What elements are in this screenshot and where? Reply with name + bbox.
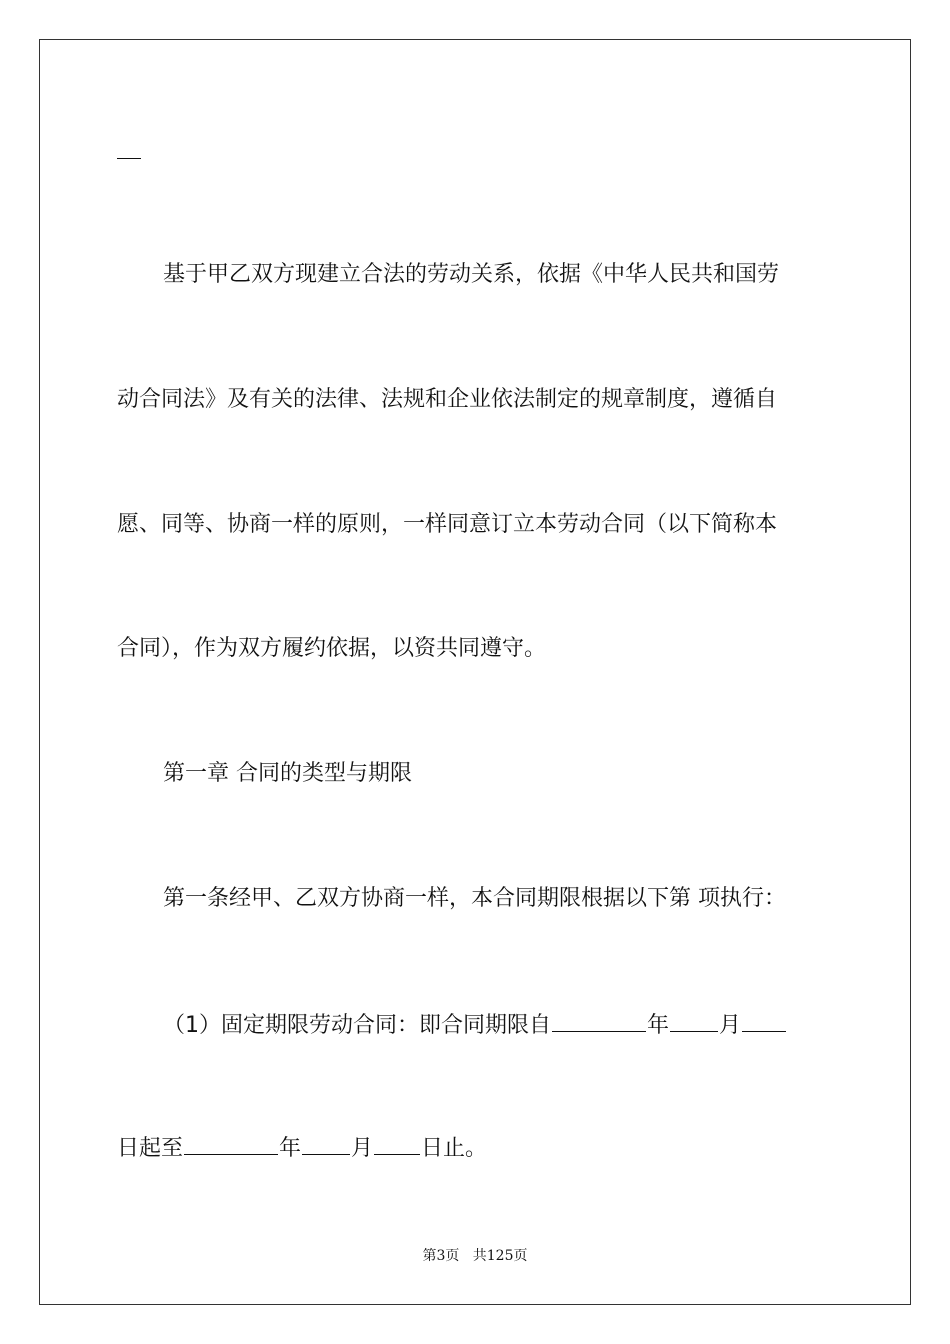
month2-label: 月	[351, 1136, 374, 1161]
article-one: 第一条经甲、乙双方协商一样，本合同期限根据以下第 项执行：	[163, 886, 786, 911]
paragraph-line-2: 动合同法》及有关的法律、法规和企业依法制定的规章制度，遵循自	[117, 387, 778, 412]
footer-page-middle: 页 共	[445, 1248, 487, 1264]
top-dash	[117, 158, 141, 159]
footer-page-prefix: 第	[422, 1248, 437, 1264]
clause-1-line-2	[117, 1134, 487, 1162]
paragraph-line-4: 合同），作为双方履约依据，以资共同遵守。	[117, 636, 547, 661]
page-footer	[0, 1247, 950, 1265]
page-border	[39, 39, 911, 1305]
clause-1-prefix: （1）固定期限劳动合同：即合同期限自	[163, 1013, 551, 1038]
day-start-label: 日起至	[117, 1136, 184, 1161]
paragraph-line-3: 愿、同等、协商一样的原则，一样同意订立本劳动合同（以下简称本	[117, 512, 778, 537]
end-month-blank[interactable]	[302, 1134, 350, 1155]
year-label: 年	[647, 1013, 670, 1038]
end-year-blank[interactable]	[184, 1134, 278, 1155]
month-label: 月	[719, 1013, 742, 1038]
start-day-blank[interactable]	[742, 1011, 786, 1032]
footer-total-pages: 125	[486, 1248, 514, 1264]
chapter-heading: 第一章 合同的类型与期限	[163, 761, 412, 786]
end-day-blank[interactable]	[374, 1134, 420, 1155]
footer-page-number: 3	[436, 1248, 446, 1264]
clause-1-line-1	[163, 1011, 787, 1039]
year2-label: 年	[279, 1136, 302, 1161]
start-year-blank[interactable]	[552, 1011, 646, 1032]
start-month-blank[interactable]	[670, 1011, 718, 1032]
paragraph-line-1: 基于甲乙双方现建立合法的劳动关系，依据《中华人民共和国劳	[163, 262, 780, 287]
day-end-label: 日止。	[421, 1136, 488, 1161]
footer-page-suffix: 页	[513, 1248, 528, 1264]
